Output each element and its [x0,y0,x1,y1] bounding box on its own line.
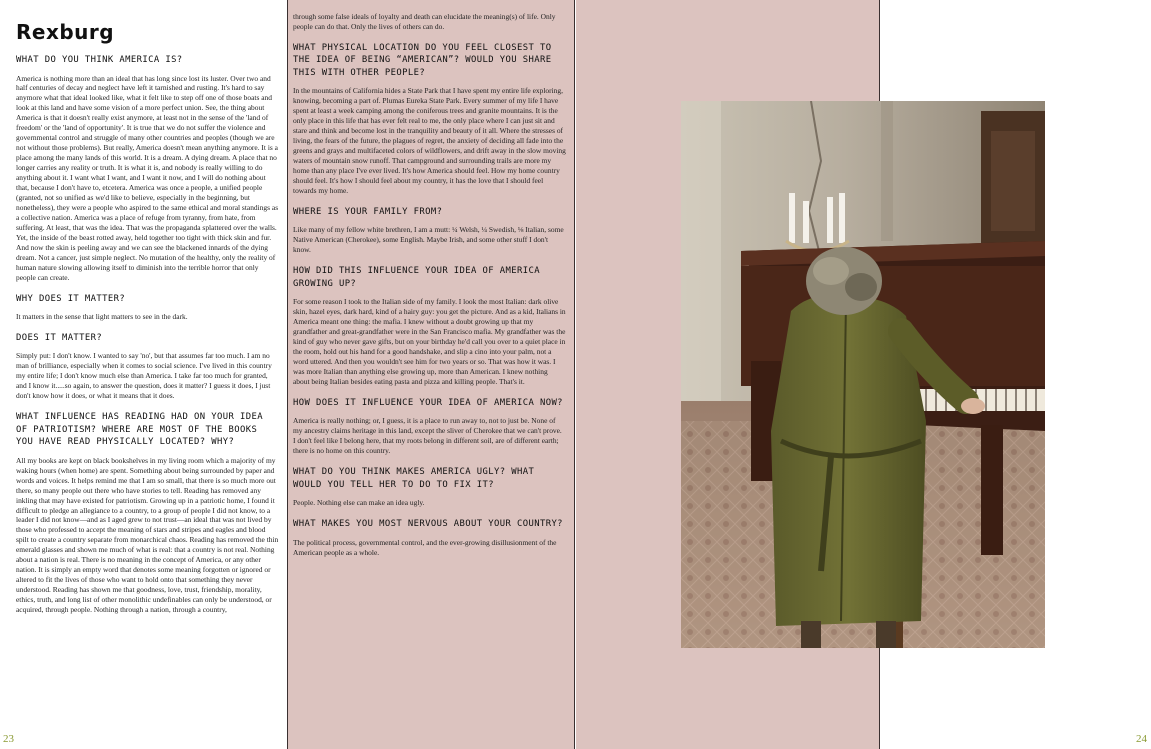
question-5: WHAT PHYSICAL LOCATION DO YOU FEEL CLOSEST TO THE IDEA OF BEING “AMERICAN”? WOULD YOU SHARE THIS WITH OTHER PEOPLE? [293,42,552,78]
question-8: HOW DOES IT INFLUENCE YOUR IDEA OF AMERICA NOW? [293,397,563,408]
answer-1: America is nothing more than an ideal that has long since lost its luster. Over two and half centuries of decay and neglect have left it tarnished and rusting. It's hard to say anymore what that ideal looked like, what it felt like to step off one of those boats and look at this land and have some vision of a more perfect union. See, the thing about America is that it doesn't really exist anymore, at least not in the sense of the 'land of freedom' or the 'land of opportunity'. It is true that we do not suffer the violence and governmental control and struggle of many other countries and peoples (though we are not without those problems). But really, America doesn't mean anything anymore. It is a place among the many lands of this world. It is a dream. A dying dream. A place that no longer carries any reality or truth. It is what it is, and nobody is really willing to do anything about it. I want what I want, and I want it now, and I will do nothing about that, because I don't have to, etcetera. America was once a people, a unified people (granted, not so unified as we'd like to believe, especially in the beginning, but nonetheless), they were a people who aspired to the same ethical and moral standings as a collective nation. America was a place of refuge from tyranny, from hate, from suffering. At least, that was the idea. That was the propaganda splattered over the walls. Yet, the inside of the beast rotted away, held together too tight with thick skin and fur. And now the skin is peeling away and we can see the blackened innards of the dying dream. Not a cancer, just simple neglect. No mutation of the healthy, only the reality of human nature slowing allowing itself to diminish into the terrible horror that only people can create. [16,73,279,282]
page-number-left: 23 [3,733,14,745]
question-10: WHAT MAKES YOU MOST NERVOUS ABOUT YOUR COUNTRY? [293,519,563,530]
left-text-column [0,0,288,749]
answer-9: People. Nothing else can make an idea ugly. [293,498,425,508]
question-7: HOW DID THIS INFLUENCE YOUR IDEA OF AMERICA GROWING UP? [293,266,540,289]
question-9: WHAT DO YOU THINK MAKES AMERICA UGLY? WHAT WOULD YOU TELL HER TO DO TO FIX IT? [293,467,535,490]
question-2: WHY DOES IT MATTER? [16,293,126,304]
question-4: WHAT INFLUENCE HAS READING HAD ON YOUR IDEA OF PATRIOTISM? WHERE ARE MOST OF THE BOOKS YOU HAVE READ PHYSICALLY LOCATED? WHY? [16,412,263,448]
answer-3: Simply put: I don't know. I wanted to say 'no', but that assumes far too much. I am no man of brilliance, especially when it comes to social science. I've lived in this country my entire life; I don't know much else than America. I take far too much for granted, and I know it.....so again, to answer the question, does it matter? I guess it does, I just don't know how it does, or what it means that it does. [16,351,272,401]
answer-4-continued: through some false ideals of loyalty and death can elucidate the meaning(s) of life. Only people can do that. Only the lives of others can do. [293,12,556,31]
question-3: DOES IT MATTER? [16,332,103,343]
photograph-of-person-in-green-coat-playing-piano-icon [681,101,1045,648]
answer-2: It matters in the sense that light matters to see in the dark. [16,312,188,322]
question-1: WHAT DO YOU THINK AMERICA IS? [16,55,183,65]
question-6: WHERE IS YOUR FAMILY FROM? [293,206,443,217]
answer-5: In the mountains of California hides a State Park that I have spent my entire life exploring, knowing, becoming a part of. Plumas Eureka State Park. Every summer of my life I have spent at least a week camping among the coniferous trees and granite mountains. It is the only place in this life that has ever felt real to me, the only place where I can just sit and stare and think and become lost in the tranquility and beauty of it all. Where the stresses of living, the fears of the future, the plagues of regret, the anxiety of deciding all fade into the greens and grays and multifaceted colors of wildflowers, and drift away in the slow moving waters of mountain snow runoff. That campground and surrounding trails are more my home than any place I've ever lived. It's how America should feel. How my home country should feel. It's how I should feel about my country, it has the love that I should feel towards my home. [293,86,566,195]
answer-7: For some reason I took to the Italian side of my family. I look the most Italian: dark olive skin, hazel eyes, dark hard, kind of a hairy guy: you get the picture. And as a kid, Italians in America meant one thing: the mafia. I knew without a doubt growing up that my grandfather and great-grandfather were in the San Francisco mafia. My grandfather was the kind of guy who never gave gifts, but on your birthday he'd call you over to a quiet place in the room, hold out his hand for a good handshake, and slip a cino into your palm, not a word uttered. And then you wouldn't see him for two years or so. That was how it was. I was more Italian than anything else growing up, more than American. I knew nothing about being Italian besides eating pasta and pizza and killing people. That's it. [293,297,566,386]
answer-8: America is really nothing; or, I guess, it is a place to run away to, not to just be. None of my ancestry claims heritage in this land, except the sliver of Cherokee that we can't prove. I don't feel like I belong here, that my roots belong in different soil, are of different earth; there is no home on this country. [293,416,562,456]
middle-text-column [288,0,575,749]
piano-photograph [681,101,1045,648]
answer-6: Like many of my fellow white brethren, I am a mutt: ¼ Welsh, ¼ Swedish, ⅛ Italian, some Native American (Cherokee), some English. Maybe Irish, and some other stuff I don't know. [293,225,564,255]
author-name: Rexburg [16,20,115,44]
answer-4: All my books are kept on black bookshelves in my living room which a majority of my waking hours (when home) are spent. Something about being surrounded by paper and words and voices. It helps remind me that I am so small, that there is so much more out there, so many people out there who have stories to tell. Reading has removed any inkling that may have existed for patriotism. Growing up in a patriotic home, I found it difficult to pledge an allegiance to a country, to a group of people I did not know, to a leader I did not know—and as I aged grew to not trust—an ideal that was not lived by those who professed to accept the meaning of stars and stripes and eagles and blood spilt to create a country separate from monarchical chaos. Reading has removed the thin emerald glasses and shown me much of what is real: that a country is not real. Nothing about a nation is real. There is no meaning in the concept of America, or any other nation. It is simply an empty word that denotes some meaning forgotten or ignored or altered to fit the lives of those who want to hold onto that something they never understood. Reading has shown me that goodness, love, trust, friendship, morality, ethics, truth, and long list of other monolithic undefinables can only be understood, or acquired, through people. Nothing through a nation, through a country, [16,455,279,615]
page-number-right: 24 [1136,733,1147,745]
answer-10: The political process, governmental control, and the ever-growing disillusionment of the American people as a whole. [293,537,557,557]
